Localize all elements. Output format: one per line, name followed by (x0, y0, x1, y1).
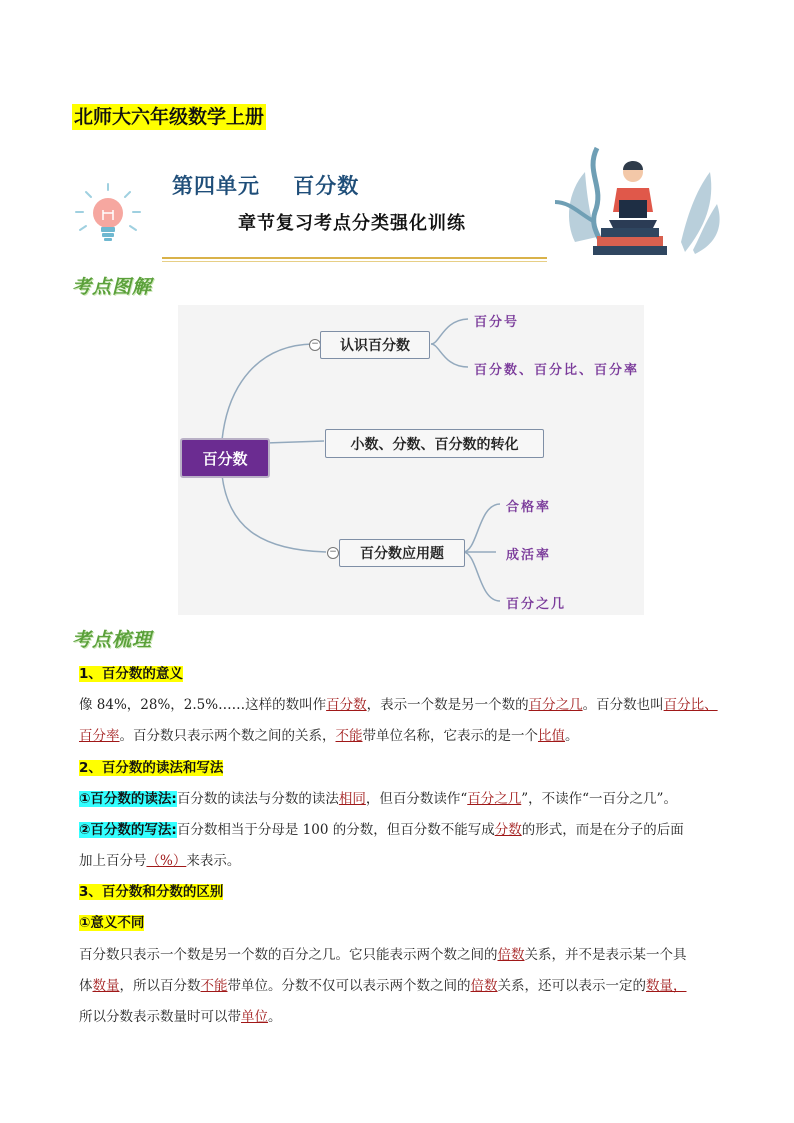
unit-title: 第四单元 百分数 (172, 173, 360, 198)
header-divider (162, 257, 547, 259)
mindmap-branch-application: 百分数应用题 (339, 539, 465, 567)
paragraph-difference-line2: 体数量，所以百分数不能带单位。分数不仅可以表示两个数之间的倍数关系，还可以表示一定的数量， (79, 978, 687, 994)
paragraph-writing-line1: ②百分数的写法:百分数相当于分母是 100 的分数，但百分数不能写成分数的形式，而是在分子的后面 (79, 822, 684, 838)
section-heading-diagram: 考点图解 (72, 276, 153, 298)
section-heading-summary: 考点梳理 (72, 629, 153, 651)
mindmap-leaf: 百分号 (474, 315, 520, 330)
chapter-subtitle: 章节复习考点分类强化训练 (238, 213, 466, 234)
mindmap-leaf: 合格率 (506, 500, 552, 515)
paragraph-difference-line1: 百分数只表示一个数是另一个数的百分之几。它只能表示两个数之间的倍数关系，并不是表示某一个具 (79, 947, 687, 963)
paragraph-writing-line2: 加上百分号（%）来表示。 (79, 853, 241, 869)
mindmap-branch-recognize: 认识百分数 (320, 331, 430, 359)
heading-read-write: 2、百分数的读法和写法 (79, 760, 224, 776)
heading-meaning: 1、百分数的意义 (79, 666, 183, 682)
paragraph-reading: ①百分数的读法:百分数的读法与分数的读法相同，但百分数读作“百分之几”，不读作“一百分之几”。 (79, 791, 677, 807)
paragraph-meaning-line2: 百分率。百分数只表示两个数之间的关系，不能带单位名称，它表示的是一个比值。 (79, 728, 579, 744)
mindmap-leaf: 百分之几 (506, 597, 567, 612)
mindmap-leaf: 成活率 (506, 548, 552, 563)
mindmap-branch-conversion: 小数、分数、百分数的转化 (325, 429, 544, 458)
mindmap-root-node: 百分数 (180, 438, 270, 478)
subheading-meaning-differs: ①意义不同 (79, 915, 145, 931)
mindmap-leaf: 百分数、百分比、百分率 (474, 363, 640, 378)
person-with-laptop-illustration (545, 142, 725, 258)
heading-difference: 3、百分数和分数的区别 (79, 884, 224, 900)
paragraph-difference-line3: 所以分数表示数量时可以带单位。 (79, 1009, 282, 1025)
header-divider-thin (162, 261, 547, 262)
paragraph-meaning-line1: 像 84%，28%，2.5%……这样的数叫作百分数，表示一个数是另一个数的百分之几。百分数也叫百分比、 (79, 697, 718, 713)
book-title: 北师大六年级数学上册 (74, 106, 265, 128)
collapse-icon[interactable]: − (327, 547, 339, 559)
collapse-icon[interactable]: − (309, 339, 321, 351)
lightbulb-icon (66, 180, 150, 250)
